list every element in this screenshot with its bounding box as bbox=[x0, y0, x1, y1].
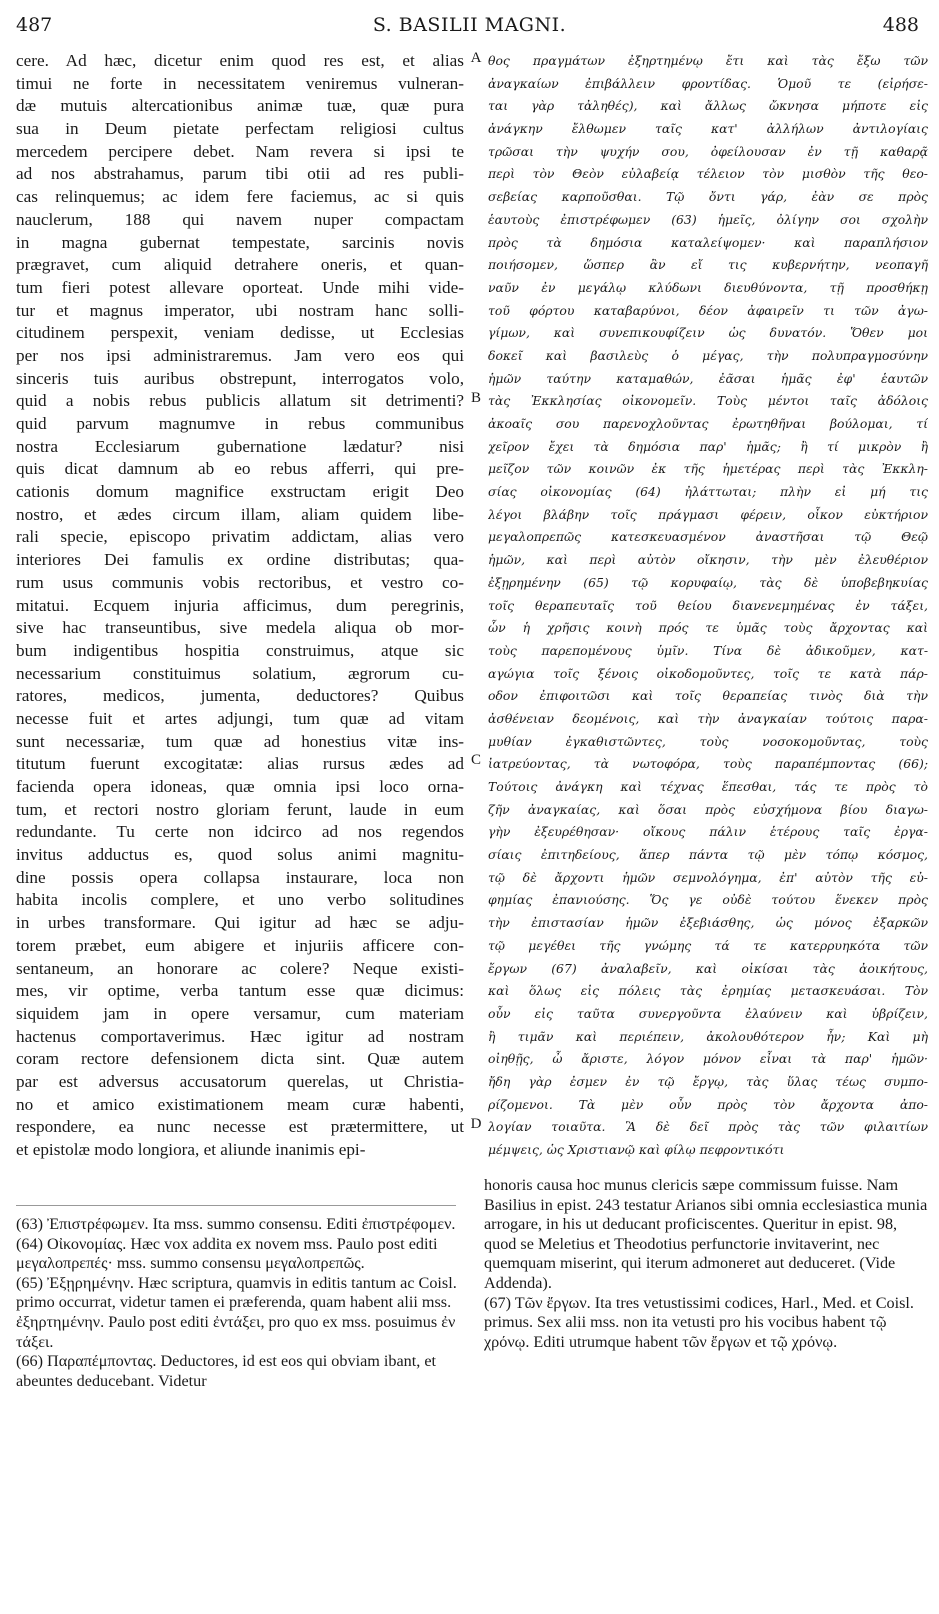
latin-text-line: interiores Dei famulis ex ordine distributas; qua- bbox=[16, 550, 464, 570]
latin-text-line: tum fieri potest allevare oporteat. Unde mihi vide- bbox=[16, 277, 464, 297]
greek-text-line: τὰς Ἐκκλησίας οἰκονομεῖν. Τοὺς μέντοι ταῖς ἀδόλοις bbox=[488, 393, 928, 409]
footnotes-right bbox=[484, 1176, 928, 1352]
latin-text-line: rali specie, episcopo privatim addictam, alias vero bbox=[16, 527, 464, 547]
greek-text-line: ἀκοαῖς σου παρενοχλοῦντας ἐρωτηθῆναι βούλομαι, τί bbox=[488, 416, 928, 431]
greek-text-line: λέγοι βλάβην τοῖς πράγμασι φέρειν, οἶκον εὐκτήριον bbox=[488, 506, 928, 522]
latin-text-line: sinceris tuis auribus obstrepunt, interrogatos volo, bbox=[16, 368, 464, 388]
latin-text-line: siquidem jam in opere versamur, cum materiam bbox=[16, 1003, 464, 1023]
greek-text-line: οὖν εἰς ταῦτα συνεργοῦντα ἐλαύνειν καὶ ὑβρίζειν, bbox=[488, 1005, 928, 1021]
latin-text-line: tur et magnus imperator, ubi nostram hanc solli- bbox=[16, 300, 464, 320]
greek-text-line: ἑαυτοὺς ἐπιστρέφωμεν (63) ἡμεῖς, ὀλίγην σοι σχολὴν bbox=[488, 211, 928, 227]
greek-text-line: μέμψεις, ὡς Χριστιανῷ καὶ φίλῳ πεφροντικότι bbox=[488, 1142, 785, 1157]
greek-column bbox=[488, 50, 928, 1162]
greek-text-line: μεγαλοπρεπῶς κατεσκευασμένον ἀναστῆσαι τῷ Θεῷ bbox=[488, 529, 928, 545]
greek-text-line: τοῦ φόρτου καταβαρύνοι, δέον ἀφαιρεῖν τι τῶν ἀγω- bbox=[488, 302, 928, 318]
latin-text-line: dine possis opera collapsa instaurare, loca non bbox=[16, 867, 464, 887]
greek-text-line: ἡμῶν, καὶ περὶ αὐτὸν οἴκησιν, τὴν μὲν ἐλευθέριον bbox=[488, 552, 928, 568]
greek-text-line: δοκεῖ καὶ βασιλεὺς ὁ μέγας, τὴν πολυπραγμοσύνην bbox=[488, 347, 928, 363]
page-header bbox=[0, 14, 939, 44]
latin-text-line: redundante. Tu certe non idcirco ad nos regendos bbox=[16, 822, 464, 842]
greek-text-line: τοῖς θεραπευταῖς τοῦ θείου διανενεμημένας ἐν τάξει, bbox=[488, 597, 928, 613]
latin-text-line: no et amico existimationem meam curæ habenti, bbox=[16, 1094, 464, 1114]
greek-text-line: λογίαν τοιαῦτα. Ἃ δὲ δεῖ πρὸς τὰς τῶν φιλαιτίων bbox=[488, 1119, 928, 1135]
greek-text-line: ζῆν ἀναγκαίας, καὶ ὅσαι πρὸς εὐσχήμονα βίου διαγω- bbox=[488, 801, 928, 817]
greek-text-line: ρίζομενοι. Τὰ μὲν οὖν πρὸς τὸν ἄρχοντα ἀπο- bbox=[488, 1096, 928, 1112]
greek-text-line: περὶ τὸν Θεὸν εὐλαβείᾳ τέλειον τὸν μισθὸν τῆς θεο- bbox=[488, 166, 928, 182]
latin-text-line: prægravet, cum aliquid detrahere oneris, et quan- bbox=[16, 255, 464, 275]
latin-text-line: in magna gubernat tempestate, sarcinis novis bbox=[16, 232, 464, 252]
greek-text-line: τοὺς παρεπομένους ὑμῖν. Τίνα δὲ ἀδικοῦμεν, κατ- bbox=[488, 642, 928, 658]
margin-letter-b: B bbox=[470, 390, 481, 406]
greek-text-line: ἡμῶν ταύτην καταμαθών, ἐᾶσαι ἡμᾶς ἐφ' ἑαυτῶν bbox=[488, 370, 928, 386]
latin-text-line: in urbes transformare. Qui igitur ad hæc se adju- bbox=[16, 913, 464, 933]
margin-letter-c: C bbox=[470, 752, 481, 768]
greek-text-line: θος πραγμάτων ἐξηρτημένῳ ἔτι καὶ τὰς ἔξω τῶν bbox=[488, 53, 928, 68]
greek-text-line: τὴν ἐπιστασίαν ἡμῶν ἐξεβιάσθης, ὡς μόνος ἐξαρκῶν bbox=[488, 915, 928, 931]
greek-text-line: ἤδη γὰρ ἐσμεν ἐν τῷ ἔργῳ, τὰς ὕλας τέως συμπο- bbox=[488, 1073, 928, 1089]
latin-text-line: par est adversus accusatorum querelas, ut Christia- bbox=[16, 1071, 464, 1091]
greek-text-line: χεῖρον ἔχει τὰ δημόσια παρ' ἡμᾶς; ἢ τί μικρὸν ἢ bbox=[488, 438, 928, 454]
greek-text-line: ποιήσομεν, ὥσπερ ἂν εἴ τις κυβερνήτην, νεοπαγῆ bbox=[488, 257, 928, 273]
greek-text-line: οδον ἐπιφοιτῶσι καὶ τοῖς θεραπείας τινὸς διὰ τὴν bbox=[488, 688, 928, 704]
footnote: (65) Ἐξῃρημένην. Hæc scriptura, quamvis in editis tantum ac Coisl. primo occurrat, videtur tamen ei præferenda, quam habent alii mss. ἐξηρτημένην. Paulo post editi ἐντάξει, pro quo ex mss. posuimus ἐν τάξει. bbox=[16, 1273, 457, 1351]
margin-letter-a: A bbox=[470, 50, 482, 66]
latin-text-line: facienda opera idoneas, quæ omnia ipsi loco orna- bbox=[16, 777, 464, 796]
latin-text-line: cationis domum magnifice exstructam erigit Deo bbox=[16, 482, 464, 502]
page-number-right: 488 bbox=[882, 14, 919, 36]
latin-text-line: quid parvum magnumve in rebus communibus bbox=[16, 414, 464, 433]
latin-text-line: sentaneum, an honorare ac colere? Neque existi- bbox=[16, 958, 464, 978]
greek-text-line: ὧν ἡ χρῆσις κοινὴ πρός τε ὑμᾶς τοὺς ἄρχοντας καὶ bbox=[488, 620, 928, 636]
latin-text-line: quid a nobis rebus publicis allatum sit detrimenti? bbox=[16, 391, 464, 411]
latin-text-line: timui ne forte in necessitatem veniremus vulneran- bbox=[16, 73, 464, 93]
greek-text-line: οἰηθῇς, ὦ ἄριστε, λόγον μόνον εἶναι τὰ παρ' ἡμῶν· bbox=[488, 1051, 928, 1067]
latin-text-line: citudinem perspexit, veniam dedisse, ut Ecclesias bbox=[16, 323, 464, 343]
greek-text-line: γίμων, καὶ συνεπικουφίζειν ὡς δυνατόν. Ὅθεν μοι bbox=[488, 325, 928, 341]
latin-text-line: titutum fuerunt excogitatæ: alias rursus ædes ad bbox=[16, 754, 464, 774]
latin-text-line: mercedem percipere debet. Nam revera si ipsi te bbox=[16, 141, 464, 161]
latin-text-line: mitatui. Ecquem injuria afficimus, dum peregrinis, bbox=[16, 595, 464, 615]
greek-text-line: σίαις ἐπιτηδείους, ἅπερ πάντα τῷ μὲν τόπῳ κόσμος, bbox=[488, 847, 928, 863]
latin-text-line: nauclerum, 188 qui navem nuper compactam bbox=[16, 209, 464, 229]
margin-letter-d: D bbox=[470, 1116, 482, 1132]
latin-text-line: hactenus comportaverimus. Hæc igitur ad nostram bbox=[16, 1026, 464, 1046]
greek-text-line: αγώγια τοῖς ξένοις οἰκοδομοῦντες, τοῖς τε κατὰ πάρ- bbox=[488, 665, 928, 681]
greek-text-line: ἀσθένειαν δεομένοις, καὶ τὴν ἀναγκαίαν τούτοις παρα- bbox=[488, 710, 928, 726]
latin-text-line: mes, vir optime, verba tantum esse quæ dicimus: bbox=[16, 981, 464, 1001]
latin-text-line: coram rectore defensionem dicta sint. Quæ autem bbox=[16, 1049, 464, 1069]
page-number-left: 487 bbox=[16, 14, 53, 36]
latin-text-line: sunt necessariæ, tum quæ ad honestius vitæ ins- bbox=[16, 731, 464, 751]
latin-text-line: per nos ipsi administraremus. Jam vero eos qui bbox=[16, 345, 464, 365]
latin-text-line: tum, et rectori nostro gloriam ferunt, laude in eum bbox=[16, 799, 464, 819]
latin-text-line: sua in Deum pietate perfectam religiosi cultus bbox=[16, 119, 464, 139]
latin-text-line: sive hac transeuntibus, sive medela aliqua ob mor- bbox=[16, 618, 464, 638]
latin-text-line: quis dicat damnum ab eo rebus afferri, qui pre- bbox=[16, 459, 464, 479]
latin-text-line: rum usus communis vobis rectoribus, et vestro co- bbox=[16, 572, 464, 592]
greek-text-line: γὴν ἐξευρέθησαν· οἴκους πάλιν ἑτέρους ταῖς ἐργα- bbox=[488, 824, 928, 840]
latin-text-line: bum indigentibus hospitia construimus, atque sic bbox=[16, 640, 464, 660]
greek-text-line: ἀνάγκην ἔλθωμεν ταῖς κατ' ἀλλήλων ἀντιλογίαις bbox=[488, 121, 928, 137]
greek-text-line: ἀναγκαίων ἐπιβάλλειν φροντίδας. Ὁμοῦ τε (εἰρήσε- bbox=[488, 75, 928, 91]
footnote: honoris causa hoc munus clericis sæpe commissum fuisse. Nam Basilius in epist. 243 testatur Arianos sibi omnia ecclesiastica munia arrogare, in his ut deducant proficiscentes. Queritur in epist. 98, quod se Meletius et Theodotius perfunctorie invitaverint, nec quemquam miserint, qui iterum admoneret aut deduceret. (Vide Addenda). bbox=[484, 1176, 928, 1292]
footnote: (67) Τῶν ἔργων. Ita tres vetustissimi codices, Harl., Med. et Coisl. primus. Sex alii mss. non ita vetusti pro his vocibus habent τῷ χρόνῳ. Editi utrumque habent τῶν ἔργων et τῷ χρόνῳ. bbox=[484, 1293, 914, 1351]
greek-text-line: ται γὰρ τἀληθές), καὶ ἄλλως ὤκνησα μήποτε εἰς bbox=[488, 98, 928, 114]
greek-text-line: τῷ δὲ ἄρχοντι ἡμῶν σεμνολόγημα, ἐπ' αὐτὸν τῆς εὐ- bbox=[488, 869, 928, 885]
footnote: (63) Ἐπιστρέφωμεν. Ita mss. summo consensu. Editi ἐπιστρέφομεν. bbox=[16, 1215, 456, 1233]
greek-text-line: ἰατρεύοντας, τὰ νωτοφόρα, τοὺς παραπέμποντας (66); bbox=[488, 756, 928, 772]
greek-text-line: ναῦν ἐν μεγάλῳ κλύδωνι διευθύνοντα, τῇ προσθήκῃ bbox=[488, 279, 928, 295]
footnote: (64) Οἰκονομίας. Hæc vox addita ex novem mss. Paulo post editi μεγαλοπρεπές· mss. summo consensu μεγαλοπρεπῶς. bbox=[16, 1234, 438, 1273]
greek-text-line: μεῖζον τῶν κοινῶν ἐκ τῆς ἡμετέρας περὶ τὰς Ἐκκλη- bbox=[488, 461, 928, 477]
latin-text-line: habita incolis complere, et uno verbo solitudines bbox=[16, 890, 464, 910]
latin-column bbox=[16, 50, 464, 1162]
latin-text-line: necesse fuit et artes adjungi, tum quæ ad vitam bbox=[16, 708, 464, 728]
greek-text-line: ἐξῃρημένην (65) τῷ κορυφαίῳ, τὰς δὲ ὑποβεβηκυίας bbox=[488, 574, 928, 590]
latin-text-line: respondere, ea nunc necesse est prætermittere, ut bbox=[16, 1117, 464, 1137]
latin-text-line: ad nos abstrahamus, parum tibi otii ad res publi- bbox=[16, 164, 464, 184]
footnote: (66) Παραπέμποντας. Deductores, id est eos qui obviam ibant, et abeuntes deducebant. Videtur bbox=[16, 1352, 437, 1390]
latin-text-line: ratores, medicos, jumenta, deductores? Quibus bbox=[16, 686, 464, 706]
greek-text-line: Τούτοις ἀνάγκη καὶ τέχνας ἕπεσθαι, τάς τε πρὸς τὸ bbox=[488, 779, 928, 794]
greek-text-line: σεβείας καρποῦσθαι. Τῷ ὄντι γάρ, ἐὰν σε πρὸς bbox=[488, 189, 928, 205]
latin-text-line: invitus adductus es, quod solus animi magnitu- bbox=[16, 845, 464, 865]
greek-text-line: ἔργων (67) ἀναλαβεῖν, καὶ οἰκίσαι τὰς ἀοικήτους, bbox=[488, 960, 928, 976]
greek-text-line: φημίας ἐπανιούσης. Ὅς γε οὐδὲ τούτου ἕνεκεν πρὸς bbox=[488, 892, 928, 908]
latin-text-line: torem præbet, eum abigere et injuriis afficere con- bbox=[16, 935, 464, 955]
latin-text-line: dæ mutuis altercationibus animæ tuæ, quæ pura bbox=[16, 96, 464, 116]
footnotes-left bbox=[16, 1215, 464, 1391]
latin-text-line: nostra Ecclesiarum gubernatione lædatur? nisi bbox=[16, 436, 464, 456]
greek-text-line: ἢ τιμᾶν καὶ περιέπειν, ἀκολουθότερον ἦν; Καὶ μὴ bbox=[488, 1028, 928, 1044]
latin-text-line: et epistolæ modo longiora, et aliunde inanimis epi- bbox=[16, 1140, 366, 1159]
latin-text-line: necessarium constituimus solatium, ægrorum cu- bbox=[16, 663, 464, 683]
running-title: S. BASILII MAGNI. bbox=[372, 14, 567, 36]
footnote-rule bbox=[16, 1205, 456, 1206]
greek-text-line: σίας οἰκονομίας (64) ἠλάττωται; πλὴν εἰ μή τις bbox=[488, 484, 928, 500]
greek-text-line: τῷ μεγέθει τῆς γνώμης τά τε κατερρυηκότα τῶν bbox=[488, 937, 928, 953]
greek-text-line: τρῶσαι τὴν ψυχήν σου, ὀφείλουσαν ἐν τῇ καθαρᾷ bbox=[488, 143, 928, 159]
greek-text-line: πρὸς τὰ δημόσια καταλείψομεν· καὶ παραπλήσιον bbox=[488, 234, 928, 250]
latin-text-line: nostro, et ædes circum illam, aliam quidem libe- bbox=[16, 504, 464, 524]
latin-text-line: cere. Ad hæc, dicetur enim quod res est, et alias bbox=[16, 51, 464, 70]
greek-text-line: μυθίαν ἐγκαθιστῶντες, τοὺς νοσοκομοῦντας, τοὺς bbox=[488, 733, 928, 749]
latin-text-line: cas relinquemus; ac idem fere faciemus, ac si quis bbox=[16, 187, 464, 207]
greek-text-line: καὶ ὅλως εἰς πόλεις τὰς ἐρημίας μετασκευάσαι. Τὸν bbox=[488, 983, 928, 999]
